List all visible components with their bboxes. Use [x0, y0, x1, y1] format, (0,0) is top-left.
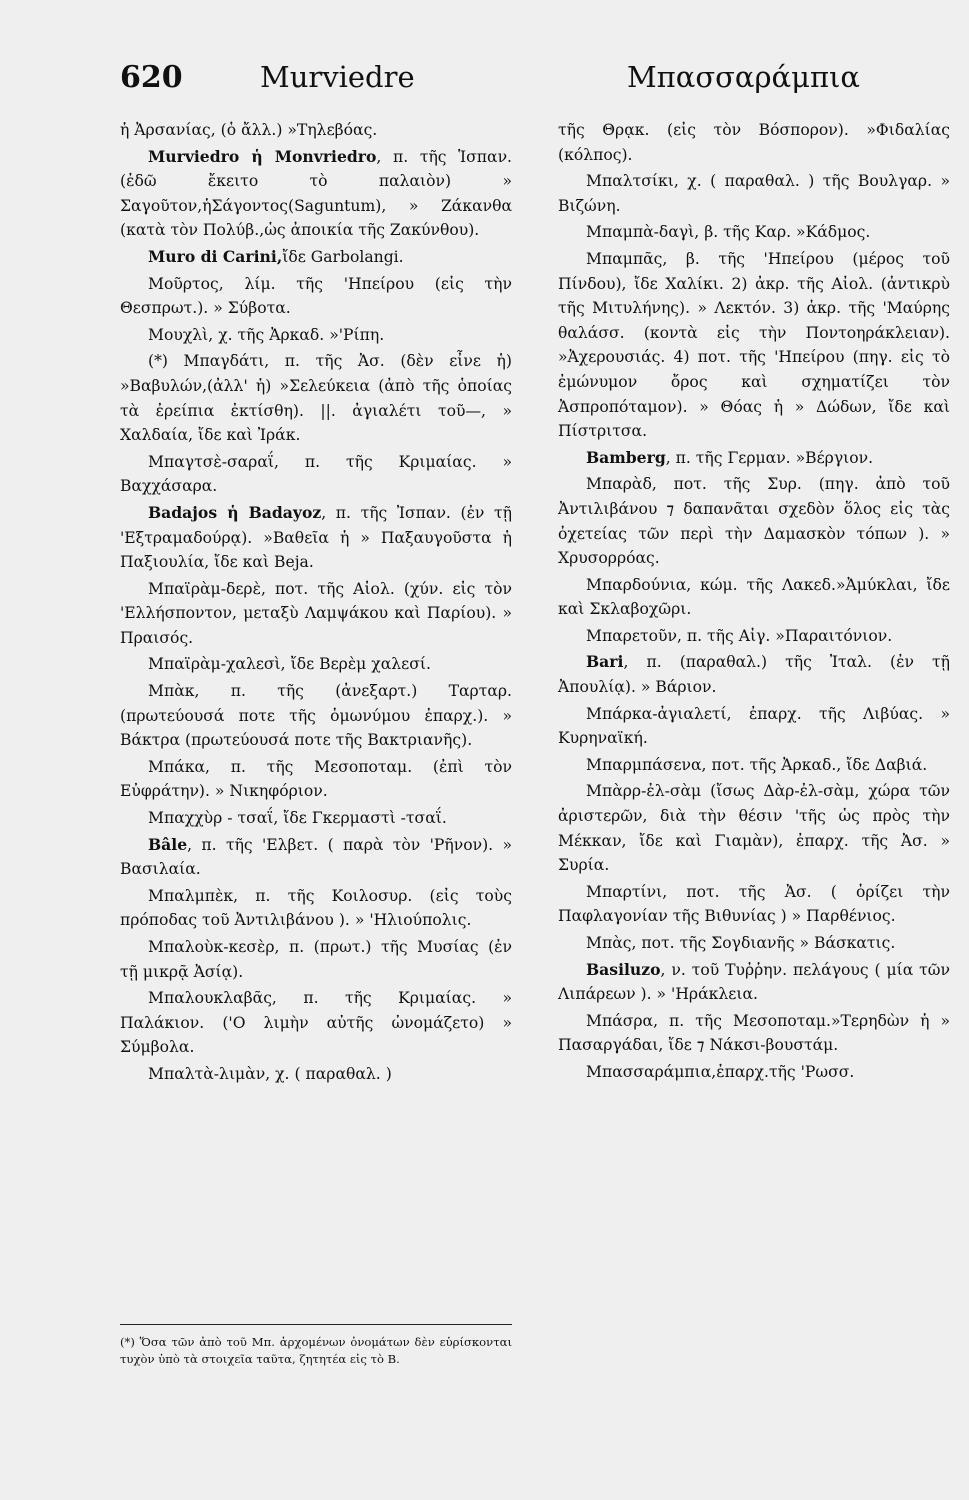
page-number: 620 — [120, 60, 183, 95]
dictionary-entry — [120, 755, 512, 804]
entry-text: Μπὰς, ποτ. τῆς Σογδιανῆς » Βάσκατις. — [586, 934, 896, 952]
entry-headword: Bâle — [148, 834, 188, 854]
entry-text: , π. τῆς Ἱσπαν. (ἐδῶ ἔκειτο τὸ παλαιὸν) » Σαγοῦτον,ἡΣάγοντος(Saguntum), » Ζάκανθα (κατὰ τὸν Πολύβ.,ὡς ἀποικία τῆς Ζακύνθου). — [120, 147, 513, 240]
entry-text: Μπαλμπὲκ, π. τῆς Κοιλοσυρ. (εἰς τοὺς πρόποδας τοῦ Ἀντιλιβάνου ). » 'Ηλιούπολις. — [120, 886, 512, 930]
dictionary-entry — [120, 349, 512, 447]
entry-headword: Basiluzo — [586, 959, 661, 979]
dictionary-entry — [558, 931, 950, 956]
entry-text: Μπαρετοῦν, π. τῆς Αἰγ. »Παραιτόνιον. — [586, 626, 893, 645]
dictionary-entry — [558, 753, 950, 778]
entry-headword: Muro di Carini, — [148, 246, 283, 266]
entry-text: Μπαλτσίκι, χ. ( παραθαλ. ) τῆς Βουλγαρ. » Βιζώνη. — [558, 172, 950, 215]
entry-headword: Badajos ἡ Badayoz — [148, 502, 322, 522]
dictionary-entry — [120, 272, 512, 321]
dictionary-entry — [120, 806, 512, 831]
dictionary-entry — [558, 779, 950, 877]
dictionary-entry — [558, 446, 950, 471]
entry-headword: Murviedro ἡ Monvriedro — [148, 146, 377, 166]
entry-text: Μπασσαράμπια,ἐπαρχ.τῆς 'Ρωσσ. — [586, 1062, 855, 1081]
dictionary-entry — [120, 323, 512, 348]
entry-text: Μπαρὰδ, ποτ. τῆς Συρ. (πηγ. ἀπὸ τοῦ Ἀντιλιβάνου ⁊ δαπανᾶται σχεδὸν ὅλος εἰς τὰς ὀχετείας τῶν περὶ τὴν Δαμασκὸν τόπων ). » Χρυσορρόας. — [558, 475, 950, 568]
entry-text: Μουχλὶ, χ. τῆς Ἀρκαδ. »'Ρίπη. — [148, 325, 385, 344]
dictionary-entry — [558, 118, 950, 167]
entry-text: Μπάκα, π. τῆς Μεσοποταμ. (ἐπὶ τὸν Εὐφράτην). » Νικηφόριον. — [120, 757, 512, 801]
footnote-divider — [120, 1324, 512, 1325]
entry-headword: Bari — [586, 652, 624, 672]
dictionary-entry — [120, 501, 512, 575]
entry-text: ἴδε Garbolangi. — [282, 247, 404, 266]
header-right-word: Μπασσαράμπια — [626, 60, 860, 94]
entry-text: Μπὰρρ-ἐλ-σὰμ (ἴσως Δὰρ-ἐλ-σὰμ, χώρα τῶν ἀριστερῶν, διὰ τὴν θέσιν 'τῆς ὡς πρὸς τὴν Μέκκαν, ἴδε καὶ Γιαμὰν), ἐπαρχ. τῆς Ἀσ. » Συρία. — [558, 782, 950, 875]
right-column — [558, 118, 950, 1085]
entry-text: , ν. τοῦ Τυῤῥην. πελάγους ( μία τῶν Λιπάρεων ). » 'Ηράκλεια. — [558, 960, 950, 1004]
entry-text: Μπαρμπάσενα, ποτ. τῆς Ἀρκαδ., ἴδε Δαβιά. — [586, 755, 928, 774]
dictionary-entry — [120, 986, 512, 1060]
entry-text: Μπαϊρὰμ-χαλεσὶ, ἴδε Βερὲμ χαλεσί. — [148, 655, 431, 674]
dictionary-entry — [558, 958, 950, 1007]
dictionary-entry — [558, 472, 950, 570]
dictionary-entry — [558, 880, 950, 929]
dictionary-entry — [558, 1060, 950, 1085]
running-header — [120, 60, 860, 106]
entry-text: Μπὰκ, π. τῆς (ἀνεξαρτ.) Ταρταρ. (πρωτεύουσά ποτε τῆς ὁμωνύμου ἐπαρχ.). » Βάκτρα (πρωτεύουσά ποτε τῆς Βακτριανῆς). — [120, 682, 512, 750]
dictionary-entry — [558, 624, 950, 649]
dictionary-entry — [120, 245, 512, 270]
footnote: (*) Ὅσα τῶν ἀπὸ τοῦ Μπ. ἀρχομένων ὀνομάτων δὲν εὑρίσκονται τυχὸν ὑπὸ τὰ στοιχεῖα ταῦτα, ζητητέα εἰς τὸ Β. — [120, 1335, 512, 1366]
entry-text: Μπαρδούνια, κώμ. τῆς Λακεδ.»Ἀμύκλαι, ἴδε καὶ Σκλαβοχῶρι. — [558, 575, 950, 619]
entry-text: Μπαχχὺρ - τσαΐ, ἴδε Γκερμαστὶ -τσαΐ. — [148, 809, 447, 828]
entry-text: Μπαγτσὲ-σαραΐ, π. τῆς Κριμαίας. » Βαχχάσαρα. — [120, 452, 512, 496]
dictionary-entry — [558, 1009, 950, 1058]
entry-text: Μπαλτὰ-λιμὰν, χ. ( παραθαλ. ) — [148, 1064, 392, 1083]
dictionary-entry — [120, 577, 512, 651]
entry-text: Μοῦρτος, λίμ. τῆς 'Ηπείρου (εἰς τὴν Θεσπρωτ.). » Σύβοτα. — [120, 274, 512, 318]
dictionary-entry — [120, 450, 512, 499]
dictionary-entry — [120, 833, 512, 882]
dictionary-entry — [558, 247, 950, 444]
header-left-word: Murviedre — [260, 60, 415, 94]
dictionary-entry — [120, 652, 512, 677]
entry-text: , π. τῆς Γερμαν. »Βέργιον. — [665, 448, 874, 467]
entry-text: Μπάρκα-ἀγιαλετί, ἐπαρχ. τῆς Λιβύας. » Κυρηναϊκή. — [558, 704, 950, 748]
entry-headword: Bamberg — [586, 447, 666, 467]
dictionary-entry — [120, 884, 512, 933]
dictionary-entry — [120, 1062, 512, 1087]
dictionary-entry — [558, 702, 950, 751]
entry-text: Μπαϊρὰμ-δερὲ, ποτ. τῆς Αἰολ. (χύν. εἰς τὸν 'Ελλήσποντον, μεταξὺ Λαμψάκου καὶ Παρίου). » Πραισός. — [120, 579, 512, 647]
left-column — [120, 118, 512, 1087]
dictionary-entry — [120, 935, 512, 984]
entry-text: Μπαλοὺκ-κεσὲρ, π. (πρωτ.) τῆς Μυσίας (ἐν τῇ μικρᾷ Ἀσίᾳ). — [120, 938, 512, 981]
entry-text: Μπάσρα, π. τῆς Μεσοποταμ.»Τερηδὼν ἡ » Πασαργάδαι, ἴδε ⁊ Νάκσι-βουστάμ. — [558, 1011, 950, 1055]
dictionary-entry — [558, 220, 950, 245]
dictionary-entry — [120, 679, 512, 753]
dictionary-entry — [558, 573, 950, 622]
entry-text: , π. (παραθαλ.) τῆς Ἰταλ. (ἐν τῇ Ἀπουλίᾳ). » Βάριον. — [558, 653, 950, 697]
entry-text: τῆς Θρᾳκ. (εἰς τὸν Βόσπορον). »Φιδαλίας (κόλπος). — [558, 121, 950, 164]
entry-text: Μπαμπᾶς, β. τῆς 'Ηπείρου (μέρος τοῦ Πίνδου), ἴδε Χαλίκι. 2) ἀκρ. τῆς Αἰολ. (ἀντικρὺ τῆς Μιτυλήνης). » Λεκτόν. 3) ἀκρ. τῆς 'Μαύρης θαλάσσ. (κοντὰ εἰς τὴν Ποντοηράκλειαν). »Ἀχερουσιάς. 4) ποτ. τῆς 'Ηπείρου (πηγ. εἰς τὸ ἐμώνυμον ὄρος καὶ σχηματίζει τὸν Ἀσπροπόταμον). » Θόας ἡ » Δώδων, ἴδε καὶ Πίστριτσα. — [558, 249, 950, 441]
entry-text: , π. τῆς Ἰσπαν. (ἐν τῇ 'Εξτραμαδούρᾳ). »Βαθεῖα ἡ » Παξαυγοῦστα ἡ Παξιουλία, ἴδε καὶ Beja. — [120, 503, 512, 572]
dictionary-entry — [558, 650, 950, 699]
dictionary-entry — [558, 169, 950, 218]
entry-text: Μπαρτίνι, ποτ. τῆς Ἀσ. ( ὁρίζει τὴν Παφλαγονίαν τῆς Βιθυνίας ) » Παρθένιος. — [558, 882, 950, 926]
entry-text: , π. τῆς 'Ελβετ. ( παρὰ τὸν 'Ρῆνον). » Βασιλαία. — [120, 835, 512, 879]
entry-text: ἡ Ἀρσανίας, (ὁ ἄλλ.) »Τηλεβόας. — [120, 121, 378, 139]
entry-text: Μπαλουκλαβᾶς, π. τῆς Κριμαίας. » Παλάκιον. ('Ο λιμὴν αὐτῆς ὠνομάζετο) » Σύμβολα. — [120, 989, 512, 1057]
entry-text: (*) Μπαγδάτι, π. τῆς Ἀσ. (δὲν εἶνε ἡ) »Βαβυλών,(ἀλλ' ἡ) »Σελεύκεια (ἀπὸ τῆς ὁποίας τὰ ἐρείπια ἐκτίσθη). ||. ἀγιαλέτι τοῦ—, » Χαλδαία, ἴδε καὶ Ἰράκ. — [120, 352, 512, 445]
entry-text: Μπαμπὰ-δαγὶ, β. τῆς Καρ. »Κάδμος. — [586, 223, 871, 242]
dictionary-entry — [120, 118, 512, 143]
dictionary-entry — [120, 145, 512, 243]
